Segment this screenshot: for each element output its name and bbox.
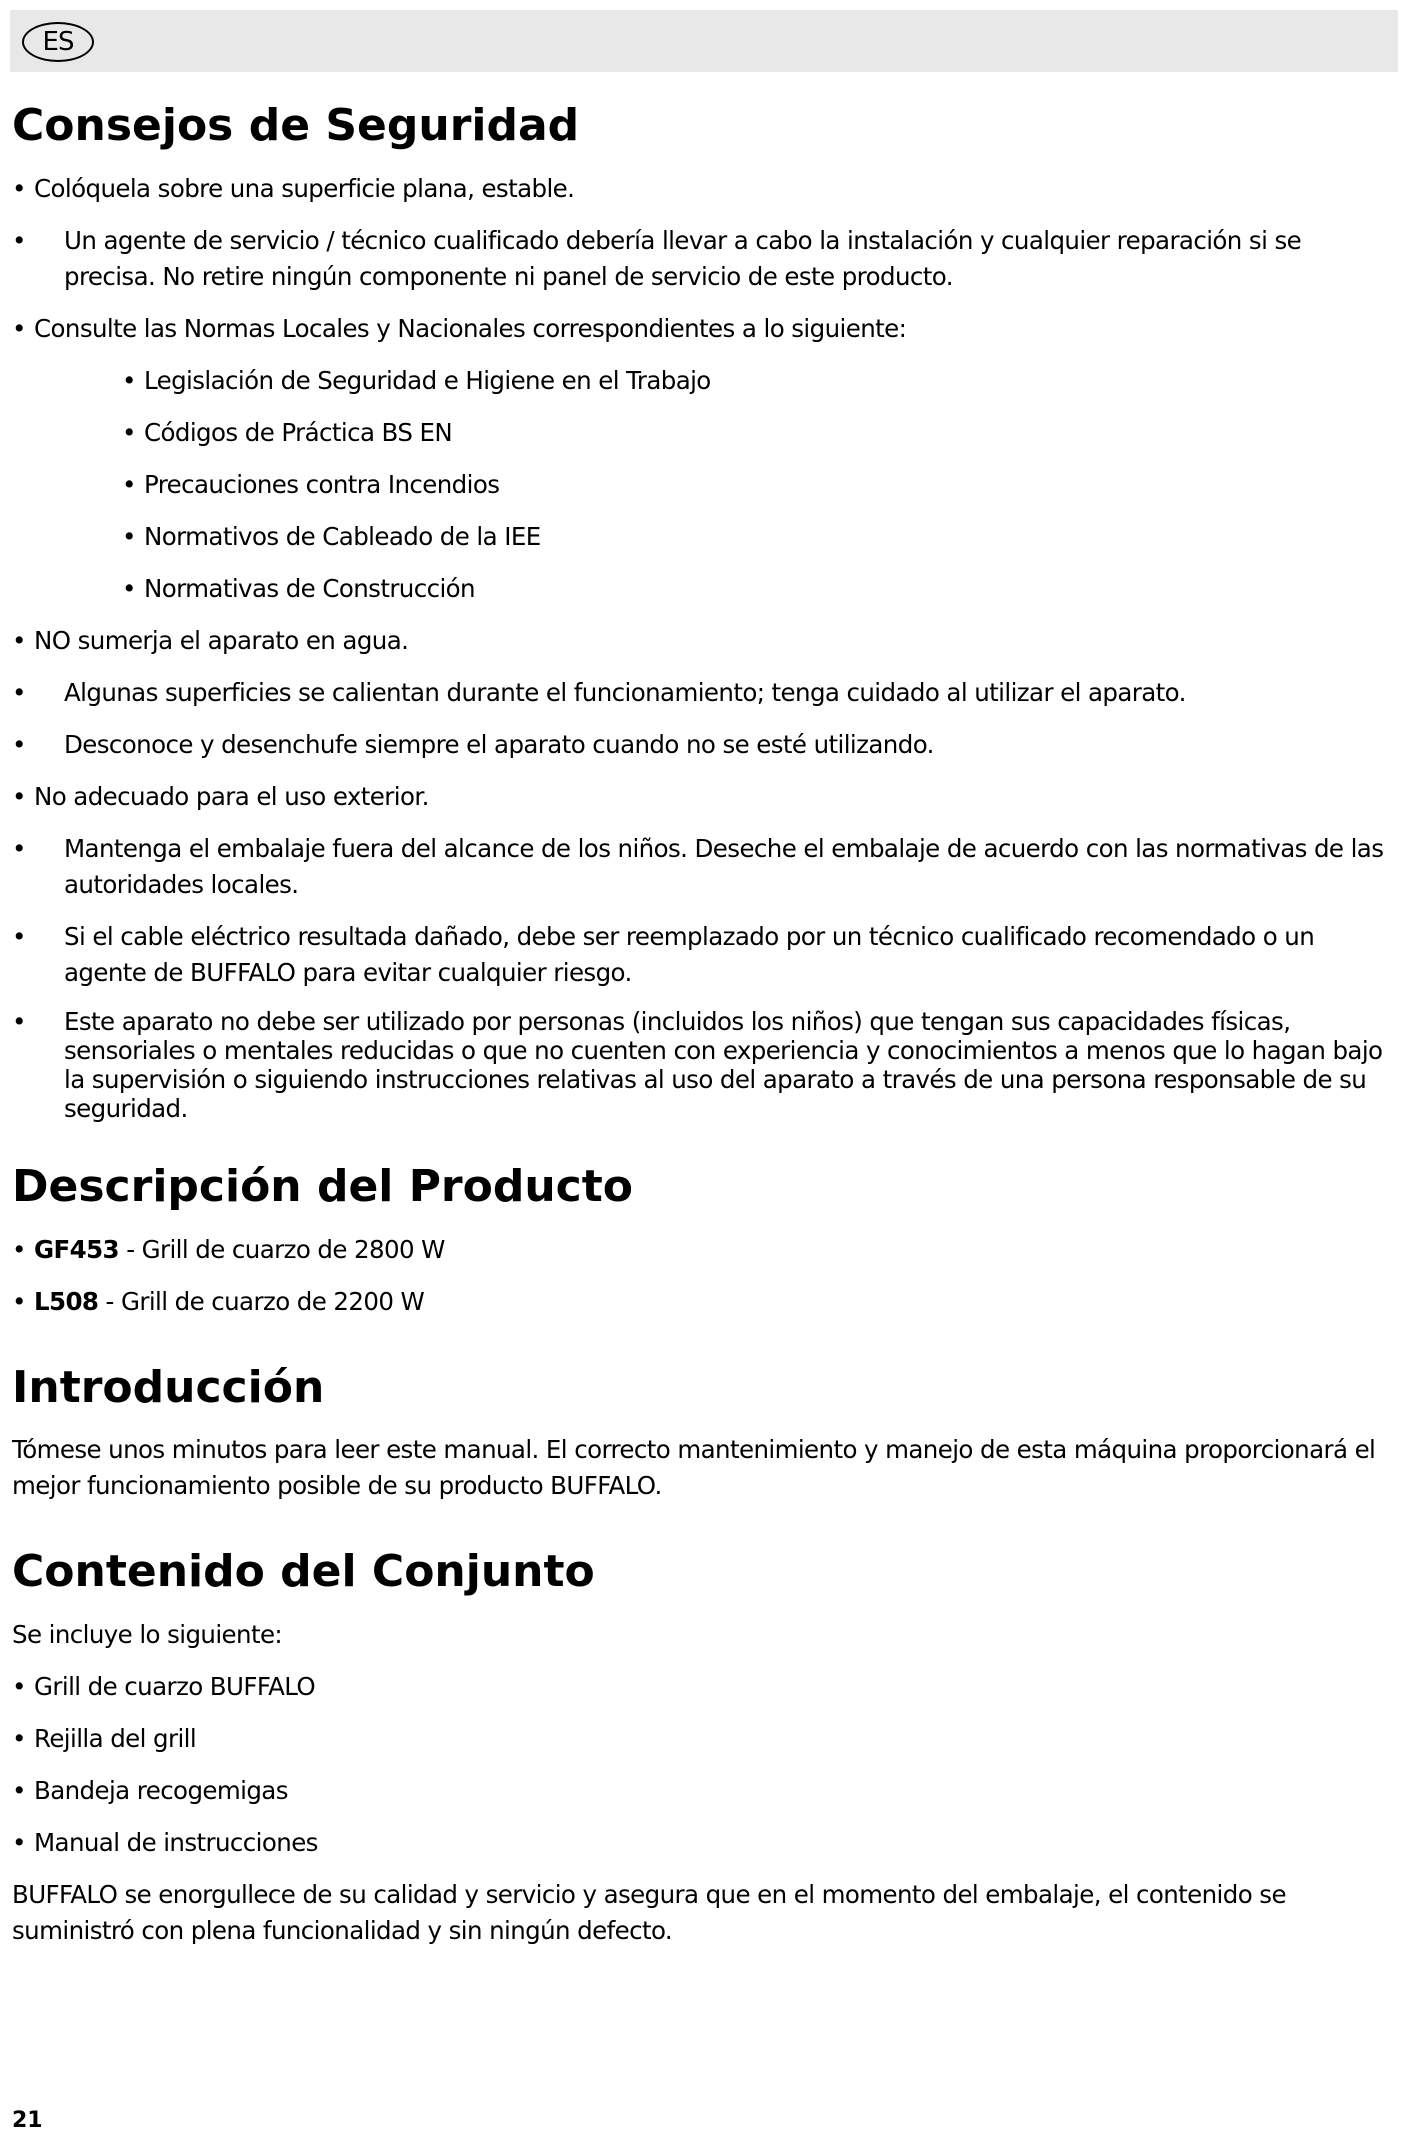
list-item: • L508 - Grill de cuarzo de 2200 W [12, 1286, 425, 1316]
contents-closing: BUFFALO se enorgullece de su calidad y servicio y asegura que en el momento del embalaje, el contenido se suministró con plena funcionalidad y sin ningún defecto. [12, 1880, 1286, 1946]
intro-text: Tómese unos minutos para leer este manual. El correcto mantenimiento y manejo de esta máquina proporcionará el mejor funcionamiento posible de su producto BUFFALO. [12, 1435, 1376, 1501]
safety-heading: Consejos de Seguridad [12, 100, 580, 151]
list-item: • Un agente de servicio / técnico cualificado debería llevar a cabo la instalación y cualquier reparación si se precisa. No retire ningún componente ni panel de servicio de este producto. [12, 225, 1302, 291]
intro-heading: Introducción [12, 1361, 325, 1413]
list-item: • Grill de cuarzo BUFFALO [12, 1672, 316, 1702]
list-item: • No adecuado para el uso exterior. [12, 781, 429, 811]
contents-lead: Se incluye lo siguiente: [12, 1620, 283, 1650]
sub-list-item: • Precauciones contra Incendios [122, 469, 500, 499]
page-content [12, 100, 1392, 1949]
model-code: GF453 [34, 1234, 119, 1264]
list-item: • GF453 - Grill de cuarzo de 2800 W [12, 1234, 445, 1264]
sub-list-item: • Códigos de Práctica BS EN [122, 417, 453, 447]
list-item: • Este aparato no debe ser utilizado por personas (incluidos los niños) que tengan sus capacidades físicas, sensoriales o mentales reducidas o que no cuenten con experiencia y conocimientos a menos que lo hagan bajo la supervisión o siguiendo instrucciones relativas al uso del aparato a través de una persona responsable de su seguridad. [12, 1006, 1383, 1123]
sub-list-item: • Legislación de Seguridad e Higiene en el Trabajo [122, 365, 711, 395]
list-item: • Bandeja recogemigas [12, 1776, 288, 1806]
list-item: • Manual de instrucciones [12, 1828, 318, 1858]
sub-list-item: • Normativas de Construcción [122, 573, 475, 603]
list-item: • Mantenga el embalaje fuera del alcance de los niños. Deseche el embalaje de acuerdo con las normativas de las autoridades locales. [12, 833, 1384, 899]
safety-list [12, 171, 1392, 1123]
page-number: 21 [12, 2108, 43, 2133]
language-badge [22, 22, 94, 62]
contents-list [12, 1669, 1392, 1861]
list-item: • Consulte las Normas Locales y Nacionales correspondientes a lo siguiente: [12, 313, 907, 343]
list-item: • Colóquela sobre una superficie plana, estable. [12, 173, 575, 203]
list-item: • Si el cable eléctrico resultada dañado, debe ser reemplazado por un técnico cualificado recomendado o un agente de BUFFALO para evitar cualquier riesgo. [12, 921, 1315, 987]
list-item: • Rejilla del grill [12, 1724, 197, 1754]
sub-list-item: • Normativos de Cableado de la IEE [122, 521, 541, 551]
language-code: ES [42, 27, 74, 57]
contents-heading: Contenido del Conjunto [12, 1546, 595, 1598]
list-item: • NO sumerja el aparato en agua. [12, 625, 409, 655]
product-heading: Descripción del Producto [12, 1160, 634, 1212]
model-code: L508 [34, 1286, 99, 1316]
list-item: • Desconoce y desenchufe siempre el aparato cuando no se esté utilizando. [12, 729, 934, 759]
header-band [10, 10, 1398, 72]
product-list [12, 1232, 1392, 1320]
list-item: • Algunas superficies se calientan durante el funcionamiento; tenga cuidado al utilizar el aparato. [12, 677, 1186, 707]
